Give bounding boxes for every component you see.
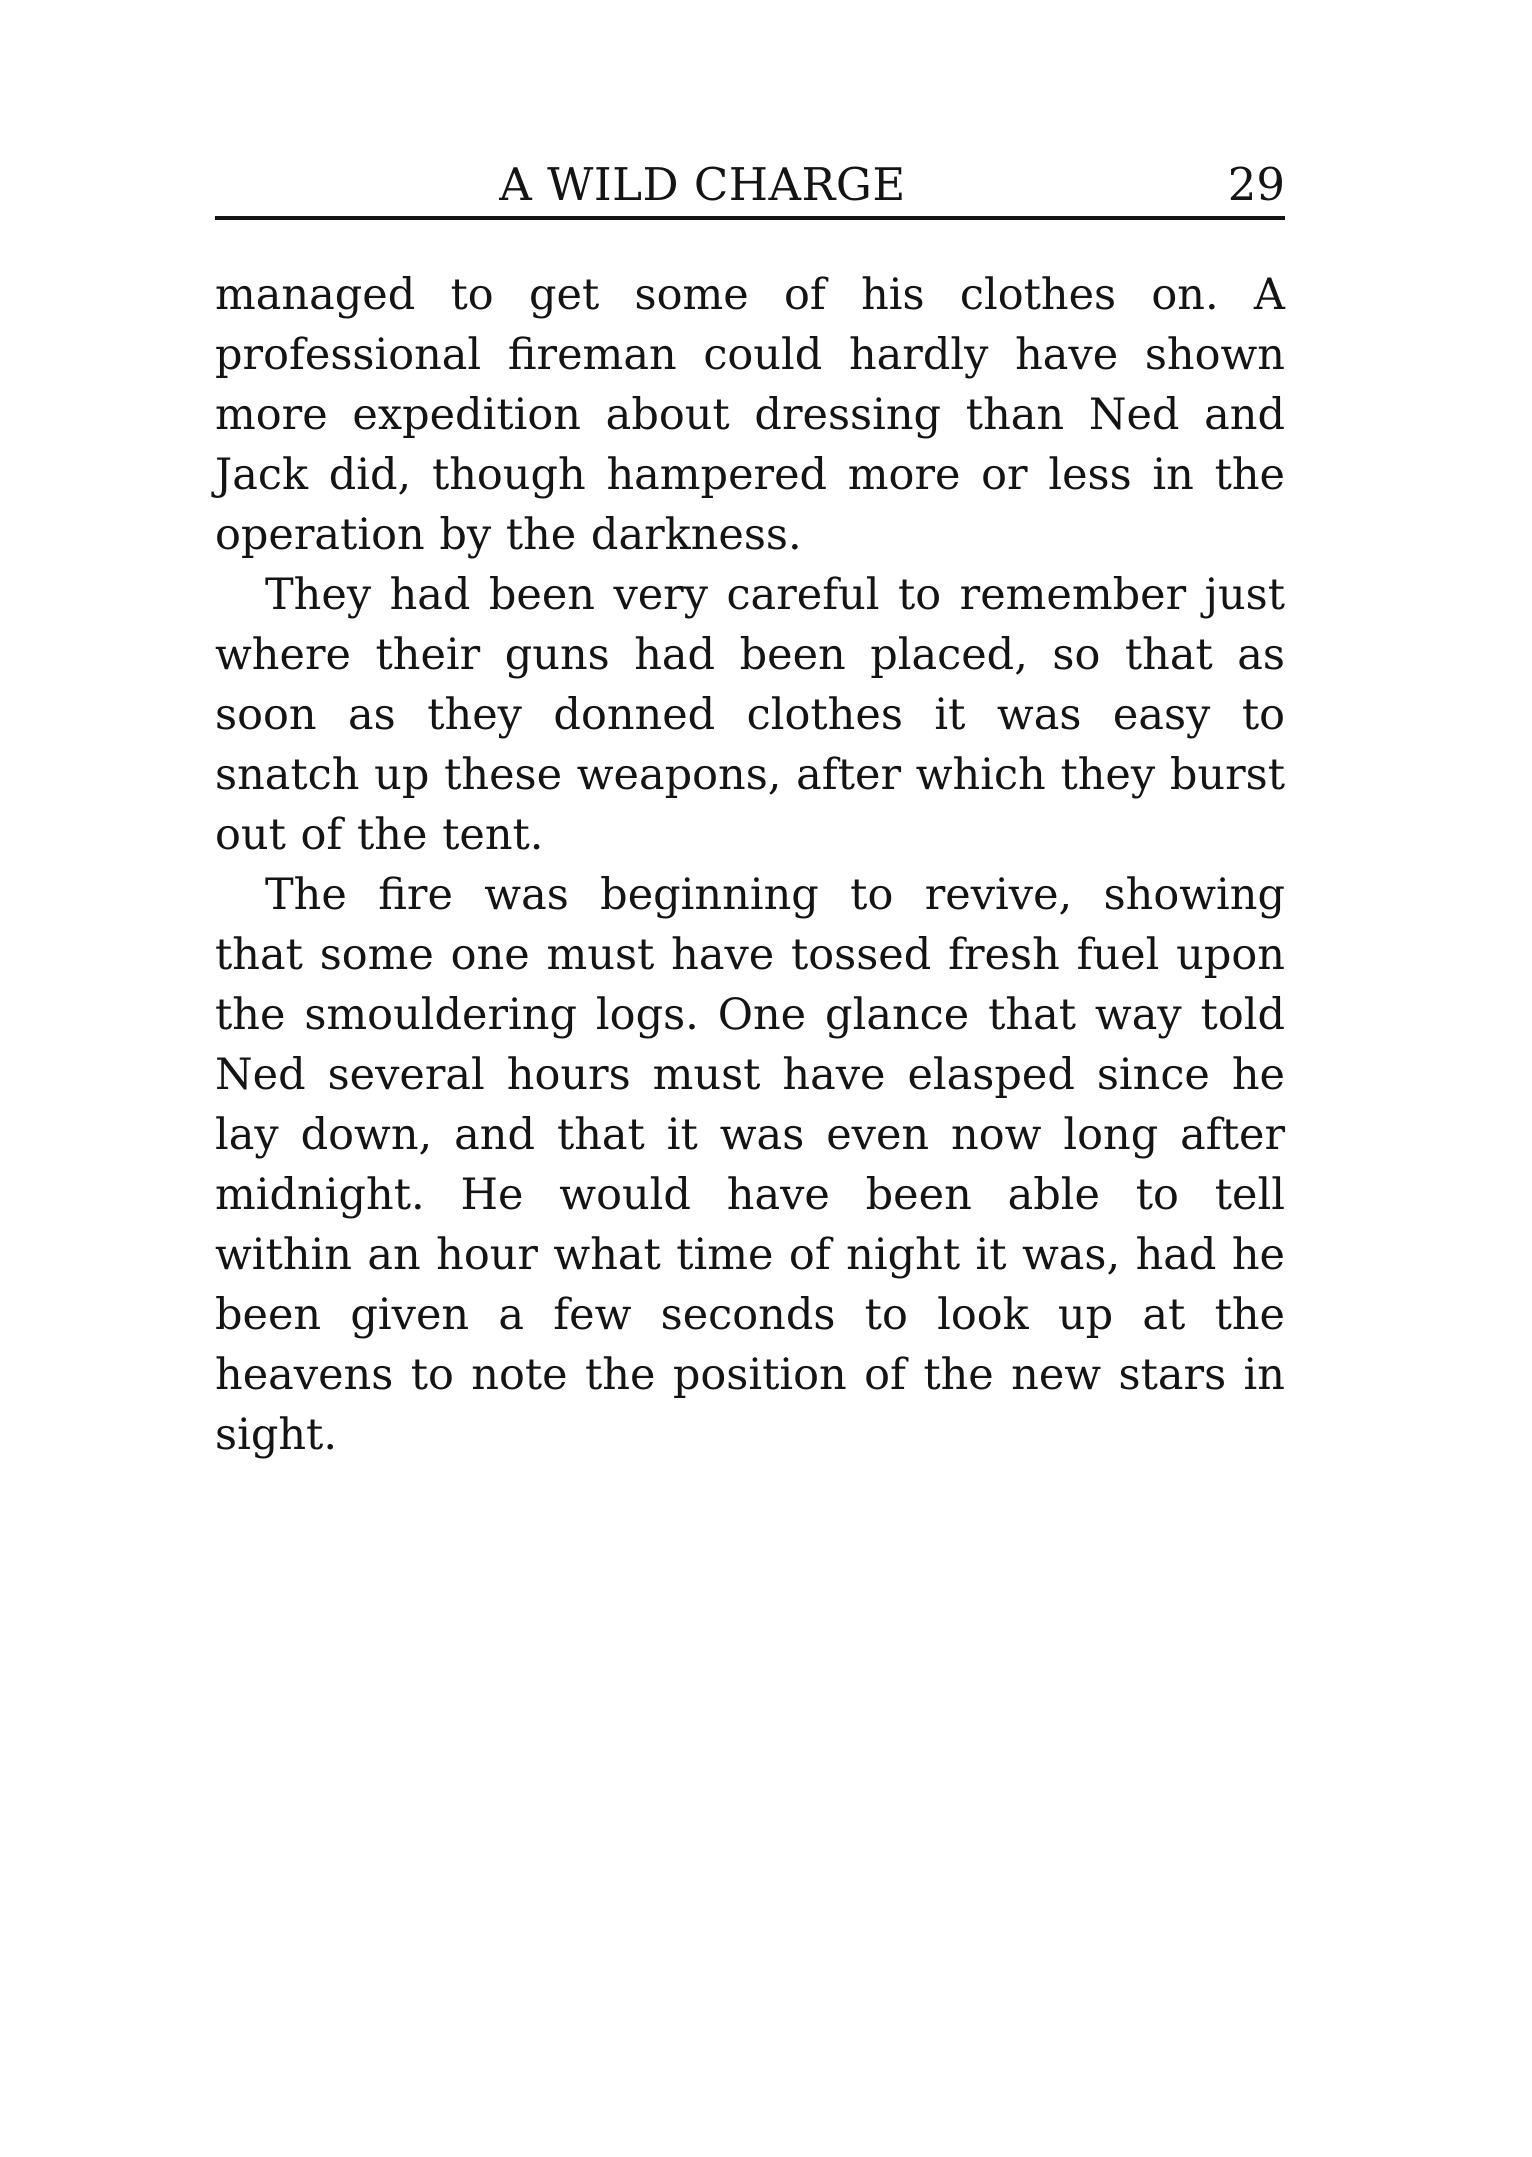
running-head xyxy=(215,155,1285,215)
running-title: A WILD CHARGE xyxy=(499,158,906,211)
paragraph-3: The fire was beginning to revive, showing that some one must have tossed fresh fuel upon the smouldering logs. One glance that way told Ned several hours must have elasped since he lay down, and that it was even now long after midnight. He would have been able to tell within an hour what time of night it was, had he been given a few seconds to look up at the heavens to note the position of the new stars in sight. xyxy=(215,870,1285,1460)
body-text xyxy=(215,265,1285,1465)
header-rule xyxy=(215,216,1285,220)
paragraph-1: managed to get some of his clothes on. A professional fireman could hardly have shown more expedition about dressing than Ned and Jack did, though hampered more or less in the operation by the darkness. xyxy=(215,270,1285,560)
page-number: 29 xyxy=(1227,158,1285,211)
paragraph-2: They had been very careful to remember just where their guns had been placed, so that as soon as they donned clothes it was easy to snatch up these weapons, after which they burst out of the tent. xyxy=(215,570,1285,860)
